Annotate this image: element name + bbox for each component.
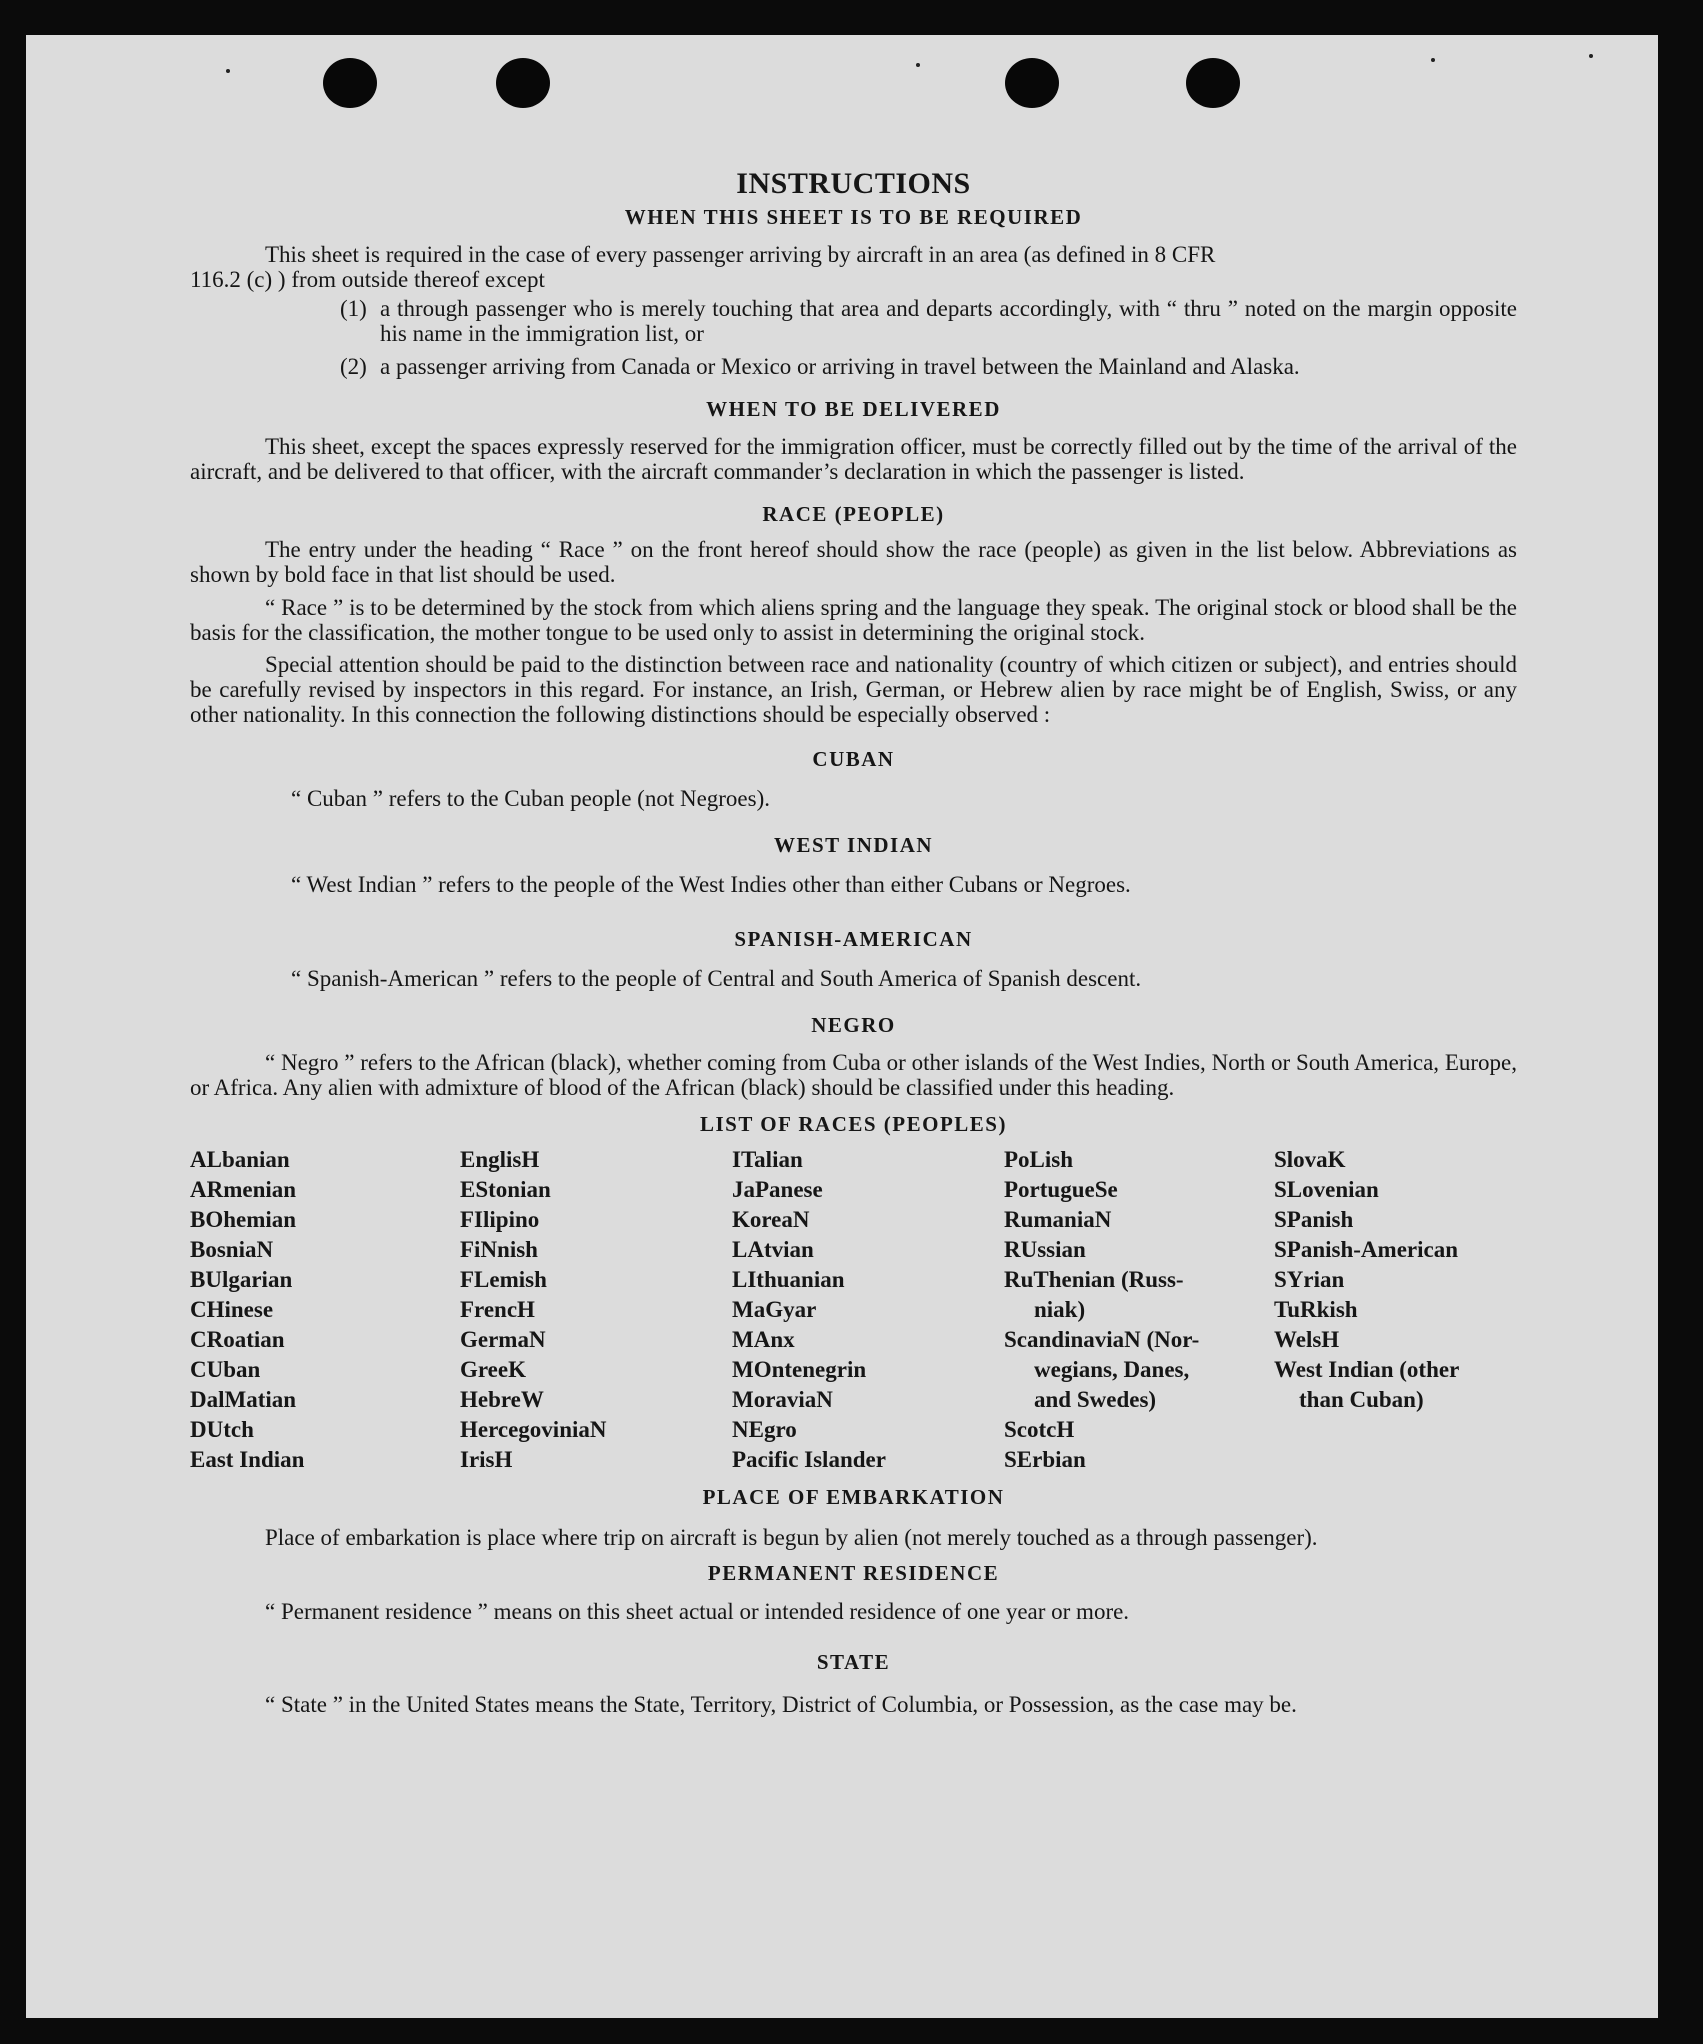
race-entry: KoreaN <box>732 1207 810 1232</box>
race-entry: MOntenegrin <box>732 1357 867 1382</box>
race-entry: ScandinaviaN (Nor- <box>1004 1327 1200 1352</box>
race-entry: wegians, Danes, <box>1034 1357 1190 1382</box>
state-paragraph: “ State ” in the United States means the State, Territory, District of Columbia, or Possession, as the case may be. <box>265 1692 1297 1717</box>
races-list <box>190 1145 1517 1475</box>
speck <box>1589 54 1593 58</box>
race-entry: TuRkish <box>1274 1297 1358 1322</box>
race-entry: and Swedes) <box>1034 1387 1157 1412</box>
race-entry: niak) <box>1034 1297 1086 1322</box>
race-entry: ITalian <box>732 1147 803 1172</box>
place-of-embarkation-paragraph: Place of embarkation is place where trip on aircraft is begun by alien (not merely touched as a through passenger). <box>265 1525 1318 1550</box>
race-entry: EnglisH <box>460 1147 540 1172</box>
negro-paragraph: “ Negro ” refers to the African (black), whether coming from Cuba or other islands of the West Indies, North or South America, Europe, or Africa. Any alien with admixture of blood of the African (black) should be classified under this heading. <box>190 1050 1517 1100</box>
document-page <box>26 35 1658 2018</box>
exception-item-2 <box>340 354 1517 379</box>
races-column-1 <box>190 1145 460 1475</box>
race-entry: ALbanian <box>190 1147 290 1172</box>
when-required-line1: This sheet is required in the case of every passenger arriving by aircraft in an area (as defined in 8 CFR <box>265 242 1216 267</box>
race-entry: HebreW <box>460 1387 544 1412</box>
race-entry: HercegoviniaN <box>460 1417 607 1442</box>
permanent-residence-paragraph: “ Permanent residence ” means on this sheet actual or intended residence of one year or more. <box>265 1599 1130 1624</box>
heading-cuban: CUBAN <box>812 747 895 771</box>
heading-spanish-american: SPANISH-AMERICAN <box>734 927 973 951</box>
race-entry: PoLish <box>1004 1147 1074 1172</box>
race-entry: LIthuanian <box>732 1267 845 1292</box>
race-entry: FrencH <box>460 1297 535 1322</box>
race-entry: RUssian <box>1004 1237 1086 1262</box>
race-entry: SErbian <box>1004 1447 1086 1472</box>
exception-item-text: a through passenger who is merely touching that area and departs accordingly, with “ thru ” noted on the margin opposite his name in the immigration list, or <box>380 296 1517 346</box>
race-entry: CHinese <box>190 1297 274 1322</box>
race-entry: SLovenian <box>1274 1177 1379 1202</box>
west-indian-paragraph: “ West Indian ” refers to the people of the West Indies other than either Cubans or Negroes. <box>291 872 1131 897</box>
race-paragraph-1: The entry under the heading “ Race ” on the front hereof should show the race (people) as given in the list below. Abbreviations as shown by bold face in that list should be used. <box>190 537 1517 587</box>
race-entry: GermaN <box>460 1327 546 1352</box>
race-entry: than Cuban) <box>1299 1387 1424 1412</box>
exception-item-text: a passenger arriving from Canada or Mexico or arriving in travel between the Mainland and Alaska. <box>380 354 1300 379</box>
heading-race: RACE (PEOPLE) <box>762 502 945 526</box>
punch-hole <box>323 58 377 108</box>
punch-hole <box>1005 58 1059 108</box>
race-entry: BosniaN <box>190 1237 274 1262</box>
exception-item-number: (2) <box>340 354 367 379</box>
heading-permanent-residence: PERMANENT RESIDENCE <box>707 1561 1000 1585</box>
races-column-3 <box>732 1145 1004 1475</box>
race-entry: MoraviaN <box>732 1387 833 1412</box>
heading-negro: NEGRO <box>811 1013 896 1037</box>
races-column-2 <box>460 1145 732 1475</box>
heading-list-of-races: LIST OF RACES (PEOPLES) <box>700 1112 1007 1136</box>
race-paragraph-2: “ Race ” is to be determined by the stock from which aliens spring and the language they speak. The original stock or blood shall be the basis for the classification, the mother tongue to be used only to assist in determining the original stock. <box>190 595 1517 645</box>
race-entry: WelsH <box>1274 1327 1340 1352</box>
exception-item-number: (1) <box>340 296 367 321</box>
spanish-american-paragraph: “ Spanish-American ” refers to the people of Central and South America of Spanish descent. <box>291 966 1142 991</box>
heading-state: STATE <box>816 1650 891 1674</box>
race-entry: CRoatian <box>190 1327 285 1352</box>
race-entry: MaGyar <box>732 1297 817 1322</box>
race-entry: SlovaK <box>1274 1147 1346 1172</box>
exception-item-1 <box>340 296 1517 346</box>
punch-hole <box>496 58 550 108</box>
heading-when-delivered: WHEN TO BE DELIVERED <box>706 397 1001 421</box>
race-entry: RuThenian (Russ- <box>1004 1267 1184 1292</box>
race-entry: Pacific Islander <box>732 1447 886 1472</box>
race-entry: CUban <box>190 1357 261 1382</box>
race-entry: JaPanese <box>732 1177 823 1202</box>
race-entry: FiNnish <box>460 1237 538 1262</box>
when-required-paragraph <box>190 242 1517 292</box>
race-entry: EStonian <box>460 1177 551 1202</box>
heading-place-of-embarkation: PLACE OF EMBARKATION <box>702 1485 1005 1509</box>
race-entry: ARmenian <box>190 1177 297 1202</box>
race-entry: SPanish-American <box>1274 1237 1458 1262</box>
race-entry: PortugueSe <box>1004 1177 1118 1202</box>
race-entry: ScotcH <box>1004 1417 1075 1442</box>
heading-west-indian: WEST INDIAN <box>773 833 934 857</box>
race-entry: DalMatian <box>190 1387 297 1412</box>
speck <box>226 69 230 73</box>
race-entry: FLemish <box>460 1267 547 1292</box>
race-entry: SYrian <box>1274 1267 1345 1292</box>
instructions-content <box>190 167 1517 1721</box>
race-entry: GreeK <box>460 1357 526 1382</box>
speck <box>916 63 920 67</box>
heading-when-required: WHEN THIS SHEET IS TO BE REQUIRED <box>624 205 1083 229</box>
race-entry: BOhemian <box>190 1207 297 1232</box>
punch-hole <box>1186 58 1240 108</box>
race-entry: LAtvian <box>732 1237 814 1262</box>
races-column-4 <box>1004 1145 1274 1475</box>
race-entry: FIlipino <box>460 1207 540 1232</box>
cuban-paragraph: “ Cuban ” refers to the Cuban people (not Negroes). <box>291 786 771 811</box>
page-title: INSTRUCTIONS <box>736 167 971 200</box>
race-paragraph-3: Special attention should be paid to the distinction between race and nationality (country of which citizen or subject), and entries should be carefully revised by inspectors in this regard. For instance, an Irish, German, or Hebrew alien by race might be of English, Swiss, or any other nationality. In this connection the following distinctions should be especially observed : <box>190 652 1517 727</box>
when-required-line2: 116.2 (c) ) from outside thereof except <box>190 267 545 292</box>
race-entry: NEgro <box>732 1417 797 1442</box>
speck <box>1431 58 1435 62</box>
when-delivered-paragraph: This sheet, except the spaces expressly reserved for the immigration officer, must be correctly filled out by the time of the arrival of the aircraft, and be delivered to that officer, with the aircraft commander’s declaration in which the passenger is listed. <box>190 434 1517 484</box>
race-entry: DUtch <box>190 1417 254 1442</box>
race-entry: East Indian <box>190 1447 305 1472</box>
race-entry: IrisH <box>460 1447 513 1472</box>
race-entry: SPanish <box>1274 1207 1354 1232</box>
race-entry: RumaniaN <box>1004 1207 1112 1232</box>
race-entry: BUlgarian <box>190 1267 293 1292</box>
race-entry: West Indian (other <box>1274 1357 1460 1382</box>
race-entry: MAnx <box>732 1327 795 1352</box>
races-column-5 <box>1274 1145 1517 1475</box>
